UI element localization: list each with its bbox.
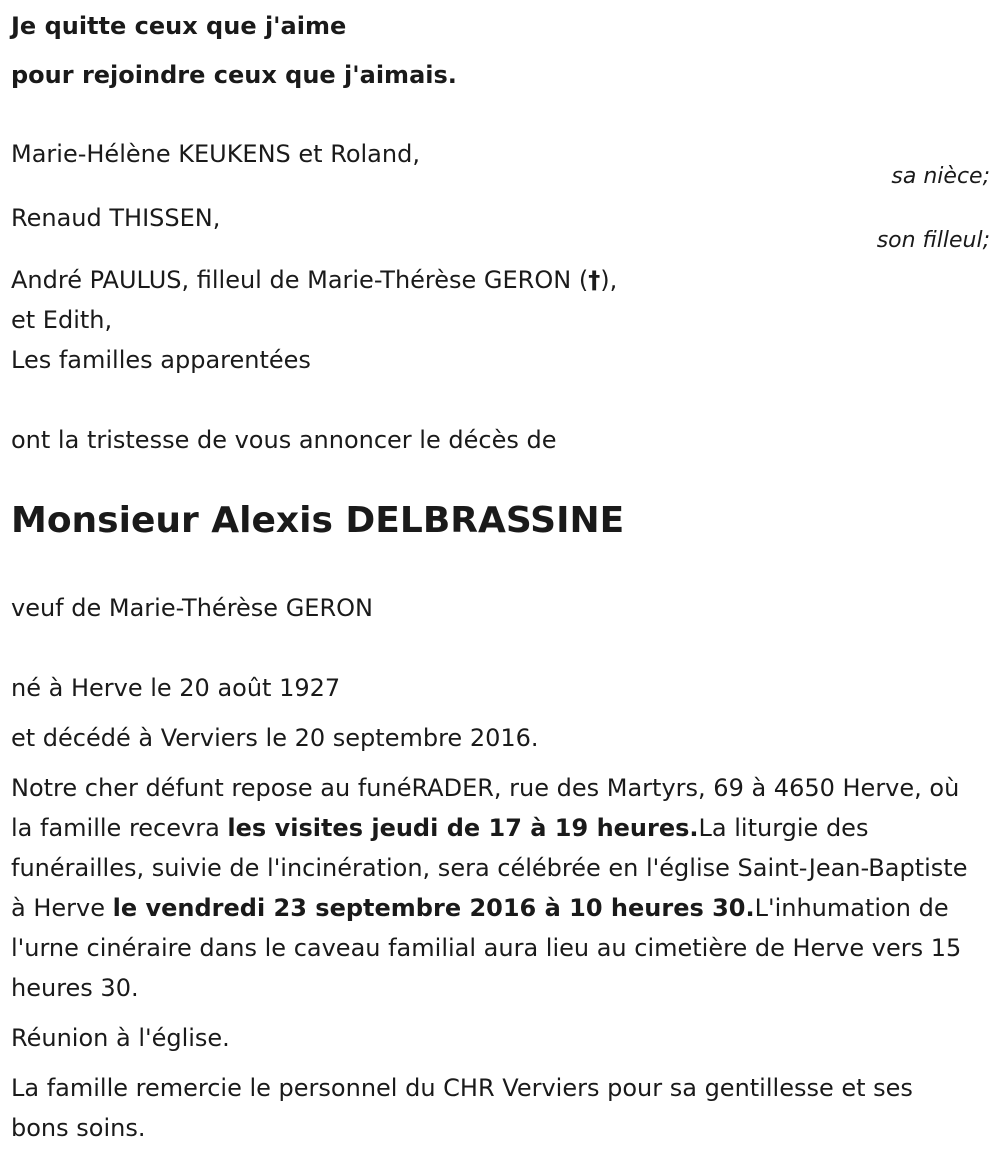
epigraph-line-2: pour rejoindre ceux que j'aimais. [11, 61, 457, 89]
family-line-paulus [11, 260, 617, 300]
birth-line: né à Herve le 20 août 1927 [11, 674, 341, 702]
cross-icon: † [588, 266, 601, 294]
death-line: et décédé à Verviers le 20 septembre 2016. [11, 724, 539, 752]
relation-niece: sa nièce; [891, 164, 990, 189]
details-visits: les visites jeudi de 17 à 19 heures. [227, 814, 699, 842]
details-liturgy: La liturgie des funérailles, suivie de l'incinération, sera célébrée en l'église Saint-Jean-Baptiste à Herve [11, 814, 968, 922]
meeting-line: Réunion à l'église. [11, 1024, 230, 1052]
funeral-details [11, 768, 971, 1008]
details-burial: L'inhumation de l'urne cinéraire dans le caveau familial aura lieu au cimetière de Herve vers 15 heures 30. [11, 894, 962, 1002]
family-line-godson: Renaud THISSEN, [11, 204, 221, 232]
epigraph-line-1: Je quitte ceux que j'aime [11, 12, 347, 40]
deceased-name: Monsieur Alexis DELBRASSINE [11, 500, 625, 541]
family-line-paulus-text: André PAULUS, filleul de Marie-Thérèse GERON ( [11, 266, 589, 294]
thanks-paragraph: La famille remercie le personnel du CHR Verviers pour sa gentillesse et ses bons soins. [11, 1074, 913, 1142]
details-repose: Notre cher défunt repose au funéRADER, rue des Martyrs, 69 à 4650 Herve, où la famille recevra [11, 774, 960, 842]
details-ceremony: le vendredi 23 septembre 2016 à 10 heures 30. [112, 894, 755, 922]
family-line-paulus-end: ), [600, 266, 618, 294]
family-line-edith: et Edith, [11, 306, 113, 334]
family-line-niece: Marie-Hélène KEUKENS et Roland, [11, 140, 420, 168]
relation-godson: son filleul; [876, 228, 990, 253]
announcement: ont la tristesse de vous annoncer le décès de [11, 426, 557, 454]
widower-line: veuf de Marie-Thérèse GERON [11, 594, 373, 622]
family-line-relatives: Les familles apparentées [11, 346, 311, 374]
